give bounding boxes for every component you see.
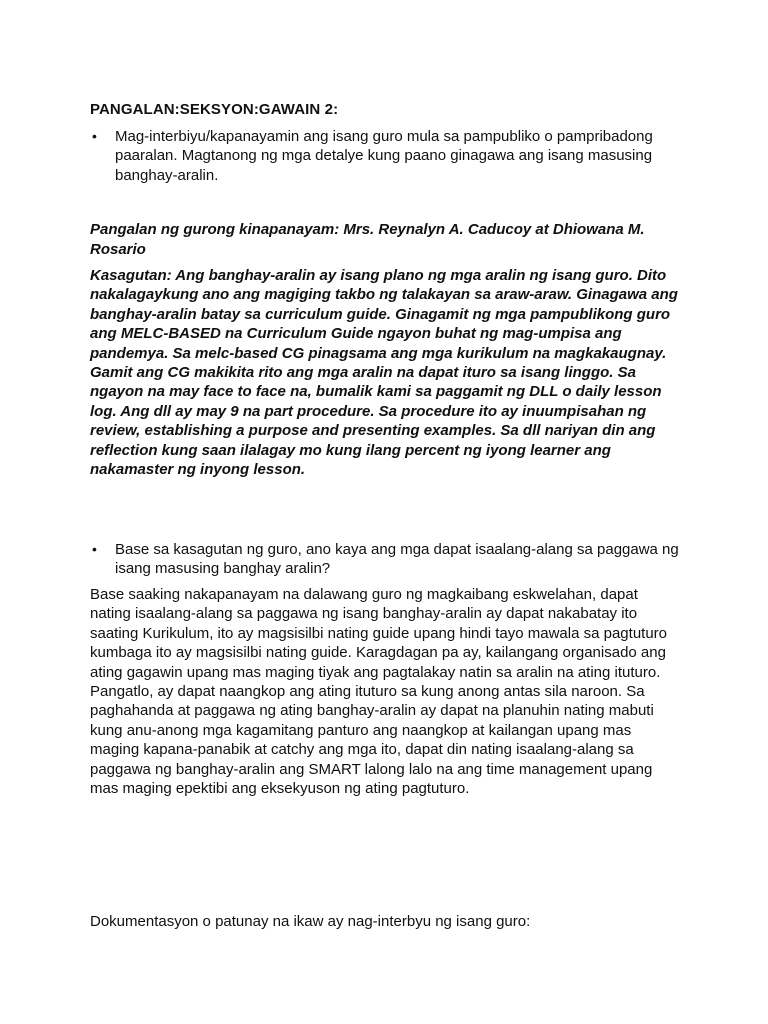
bullet-icon: •	[92, 541, 97, 557]
teacher-answer: Kasagutan: Ang banghay-aralin ay isang plano ng mga aralin ng isang guro. Dito nakalagaykung ano ang magiging takbo ng talakayan sa araw-araw. Ginagawa ang banghay-aralin batay sa curriculum guide. Ginagamit ng mga pampublikong guro ang MELC-BASED na Curriculum Guide ngayon buhat ng mag-umpisa ang pandemya. Sa melc-based CG pinagsama ang mga kurikulum na magkakaugnay. Gamit ang CG makikita rito ang mga aralin na dapat ituro sa isang linggo. Sa ngayon na may face to face na, bumalik kami sa paggamit ng DLL o daily lesson log. Ang dll ay may 9 na part procedure. Sa procedure ito ay inuumpisahan ng review, establishing a purpose and presenting examples. Sa dll nariyan din ang reflection kung saan ilalagay mo kung ilang percent ng iyong learner ang nakamaster ng inyong lesson.	[90, 267, 678, 479]
instruction-bullet	[90, 127, 680, 185]
interviewed-teacher-name: Pangalan ng gurong kinapanayam: Mrs. Reynalyn A. Caducoy at Dhiowana M. Rosario	[90, 221, 645, 258]
documentation-label: Dokumentasyon o patunay na ikaw ay nag-interbyu ng isang guro:	[90, 913, 531, 930]
instruction-text: Mag-interbiyu/kapanayamin ang isang guro mula sa pampubliko o pampribadong paaralan. Magtanong ng mga detalye kung paano ginagawa ang isang masusing banghay-aralin.	[115, 128, 653, 184]
question-bullet	[90, 540, 680, 579]
document-heading: PANGALAN:SEKSYON:GAWAIN 2:	[90, 101, 339, 118]
question-text: Base sa kasagutan ng guro, ano kaya ang mga dapat isaalang-alang sa paggawa ng isang masusing banghay aralin?	[115, 541, 679, 578]
bullet-icon: •	[92, 128, 97, 144]
reflection-paragraph: Base saaking nakapanayam na dalawang guro ng magkaibang eskwelahan, dapat nating isaalang-alang sa paggawa ng isang banghay-aralin ay dapat nakabatay ito saating Kurikulum, ito ay magsisilbi nating guide upang hindi tayo mawala sa pagtuturo kumbaga ito ay magsisilbi nating guide. Karagdagan pa ay, kailangang organisado ang ating gagawin upang mas maging tiyak ang pagtalakay natin sa aralin na ating ituturo. Pangatlo, ay dapat naangkop ang ating ituturo sa kung anong antas sila naroon. Sa paghahanda at paggawa ng ating banghay-aralin ay dapat na planuhin nating mabuti kung anu-anong mga kagamitang panturo ang naangkop at kailangan upang mas maging kapana-panabik at catchy ang mga ito, dapat din nating isaalang-alang sa paggawa ng banghay-aralin ang SMART lalong lalo na ang time management upang mas maging epektibi ang eksekyuson ng ating pagtuturo.	[90, 586, 668, 798]
